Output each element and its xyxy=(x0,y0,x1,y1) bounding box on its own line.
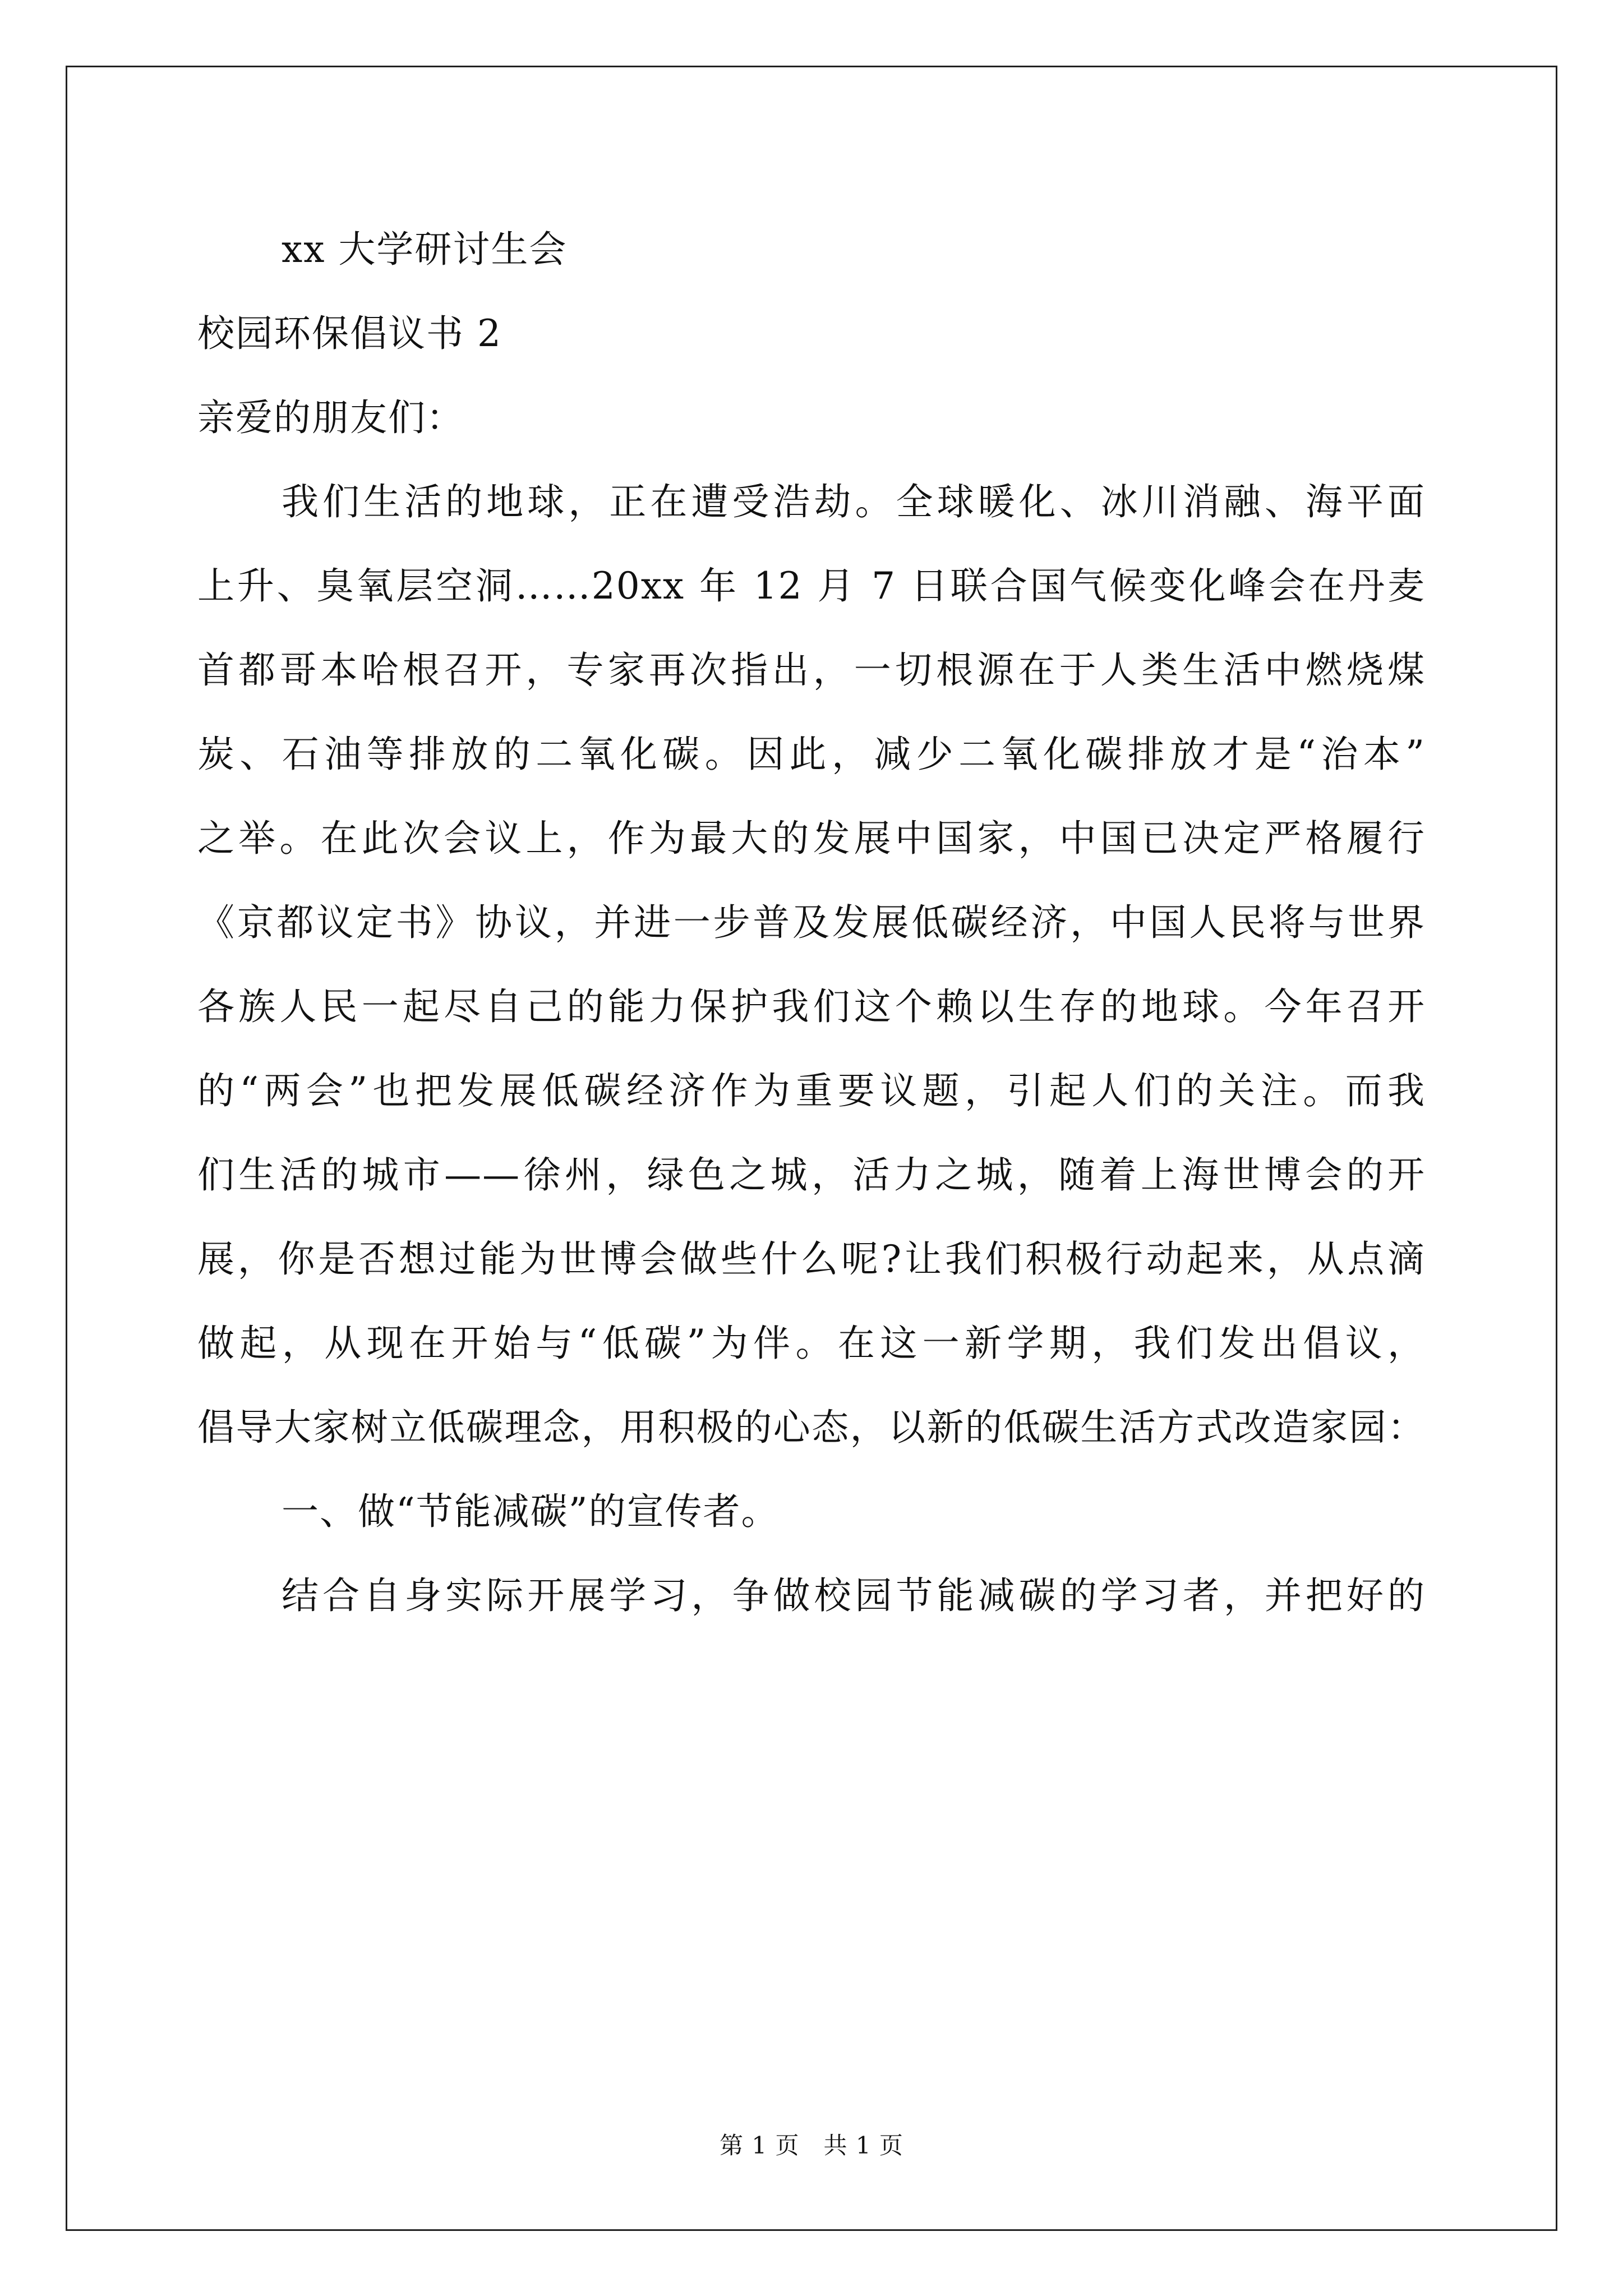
body-line: 倡导大家树立低碳理念，用积极的心态，以新的低碳生活方式改造家园： xyxy=(197,1406,1426,1449)
body-line: 各族人民一起尽自己的能力保护我们这个赖以生存的地球。今年召开 xyxy=(197,985,1426,1028)
body-line: 们生活的城市——徐州，绿色之城，活力之城，随着上海世博会的开 xyxy=(197,1153,1426,1197)
body-line: 炭、石油等排放的二氧化碳。因此，减少二氧化碳排放才是“治本” xyxy=(197,733,1426,776)
body-line: 首都哥本哈根召开，专家再次指出，一切根源在于人类生活中燃烧煤 xyxy=(197,648,1426,692)
page-number: 第 1 页 共 1 页 xyxy=(720,2132,903,2159)
body-line: 做起，从现在开始与“低碳”为伴。在这一新学期，我们发出倡议， xyxy=(197,1322,1426,1365)
body-line: 我们生活的地球，正在遭受浩劫。全球暖化、冰川消融、海平面 xyxy=(282,480,1426,523)
body-line: 《京都议定书》协议，并进一步普及发展低碳经济，中国人民将与世界 xyxy=(197,901,1426,944)
document-title: 校园环保倡议书 2 xyxy=(197,312,502,355)
section-heading: 一、做“节能减碳”的宣传者。 xyxy=(282,1490,780,1533)
body-line: 上升、臭氧层空洞……20xx 年 12 月 7 日联合国气候变化峰会在丹麦 xyxy=(197,564,1426,608)
body-line: 的“两会”也把发展低碳经济作为重要议题，引起人们的关注。而我 xyxy=(197,1069,1426,1112)
signature-org: xx 大学研讨生会 xyxy=(282,228,568,271)
greeting: 亲爱的朋友们： xyxy=(197,396,464,439)
body-line: 展，你是否想过能为世博会做些什么呢?让我们积极行动起来，从点滴 xyxy=(197,1237,1426,1281)
document-body xyxy=(197,208,1426,1638)
body-line: 之举。在此次会议上，作为最大的发展中国家，中国已决定严格履行 xyxy=(197,817,1426,860)
section-paragraph-line: 结合自身实际开展学习，争做校园节能减碳的学习者，并把好的 xyxy=(282,1574,1426,1617)
